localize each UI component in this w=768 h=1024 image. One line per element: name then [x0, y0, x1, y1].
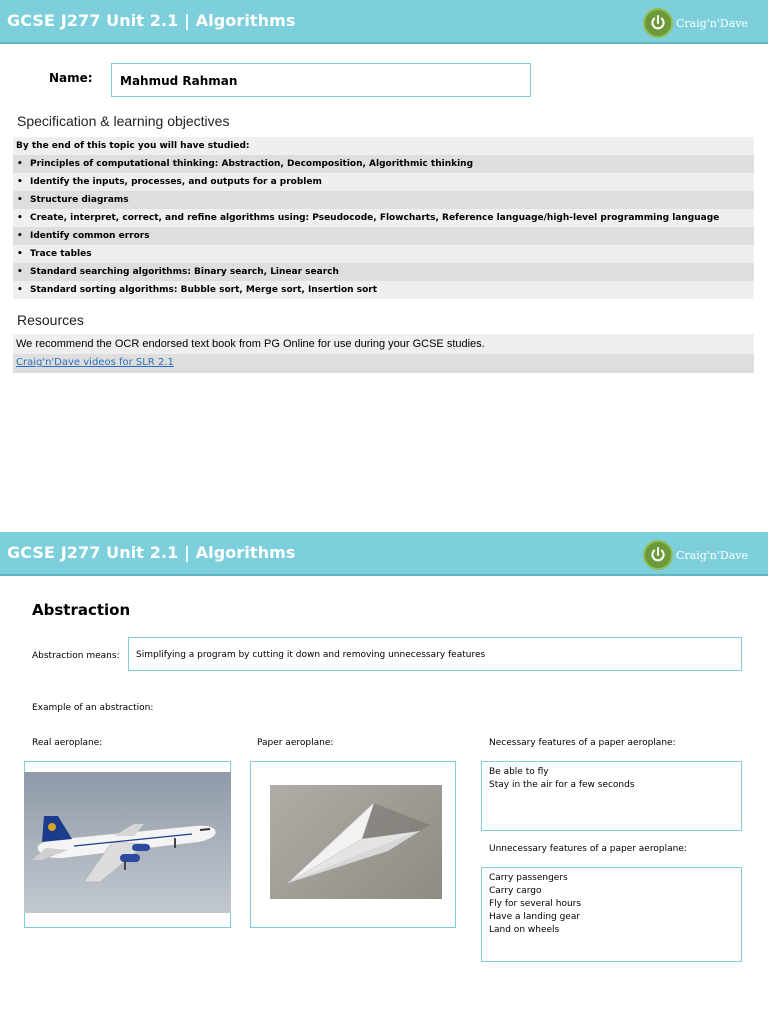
power-icon — [643, 8, 673, 38]
spec-intro: By the end of this topic you will have studied: — [13, 137, 754, 155]
unnecessary-features-field[interactable] — [481, 867, 742, 962]
necessary-item: Be able to fly — [489, 767, 549, 777]
name-label: Name: — [49, 71, 93, 85]
list-item: • Structure diagrams — [13, 191, 754, 209]
necessary-features-label: Necessary features of a paper aeroplane: — [489, 738, 676, 748]
paper-aeroplane-label: Paper aeroplane: — [257, 738, 334, 748]
page2-title: GCSE J277 Unit 2.1 | Algorithms — [7, 543, 296, 562]
page1-title: GCSE J277 Unit 2.1 | Algorithms — [7, 11, 296, 30]
unnecessary-item: Carry cargo — [489, 886, 542, 896]
abstraction-title: Abstraction — [32, 601, 131, 619]
real-aeroplane-label: Real aeroplane: — [32, 738, 103, 748]
name-value: Mahmud Rahman — [120, 74, 238, 88]
abstraction-means-value: Simplifying a program by cutting it down and removing unnecessary features — [136, 650, 486, 660]
list-item: • Standard searching algorithms: Binary search, Linear search — [13, 263, 754, 281]
unnecessary-item: Have a landing gear — [489, 912, 581, 922]
name-field[interactable] — [111, 63, 531, 97]
necessary-item: Stay in the air for a few seconds — [489, 780, 635, 790]
craig-n-dave-logo — [643, 7, 748, 39]
list-item: • Trace tables — [13, 245, 754, 263]
necessary-features-field[interactable] — [481, 761, 742, 831]
resources-link-row — [13, 354, 754, 373]
resources-text: We recommend the OCR endorsed text book from PG Online for use during your GCSE studies. — [13, 334, 754, 354]
page1-header — [0, 0, 768, 44]
power-icon — [643, 540, 673, 570]
paper-aeroplane-image — [270, 785, 442, 899]
unnecessary-item: Carry passengers — [489, 873, 568, 883]
abstraction-means-label: Abstraction means: — [32, 651, 120, 661]
abstraction-means-field[interactable] — [128, 637, 742, 671]
logo-text: Craig'n'Dave — [675, 548, 748, 562]
example-label: Example of an abstraction: — [32, 703, 154, 713]
videos-link[interactable]: Craig'n'Dave videos for SLR 2.1 — [16, 357, 174, 368]
resources-heading: Resources — [17, 312, 84, 328]
spec-list — [13, 137, 754, 299]
list-item: • Identify common errors — [13, 227, 754, 245]
spec-heading: Specification & learning objectives — [17, 113, 230, 129]
unnecessary-features-label: Unnecessary features of a paper aeroplane: — [489, 844, 687, 854]
logo-text: Craig'n'Dave — [675, 16, 748, 30]
list-item: • Create, interpret, correct, and refine algorithms using: Pseudocode, Flowcharts, Reference language/high-level programming language — [13, 209, 754, 227]
unnecessary-item: Land on wheels — [489, 925, 560, 935]
list-item: • Standard sorting algorithms: Bubble sort, Merge sort, Insertion sort — [13, 281, 754, 299]
unnecessary-item: Fly for several hours — [489, 899, 582, 909]
list-item: • Identify the inputs, processes, and outputs for a problem — [13, 173, 754, 191]
list-item: • Principles of computational thinking: Abstraction, Decomposition, Algorithmic thinking — [13, 155, 754, 173]
page2-header — [0, 532, 768, 576]
real-aeroplane-image — [24, 772, 231, 913]
craig-n-dave-logo — [643, 539, 748, 571]
